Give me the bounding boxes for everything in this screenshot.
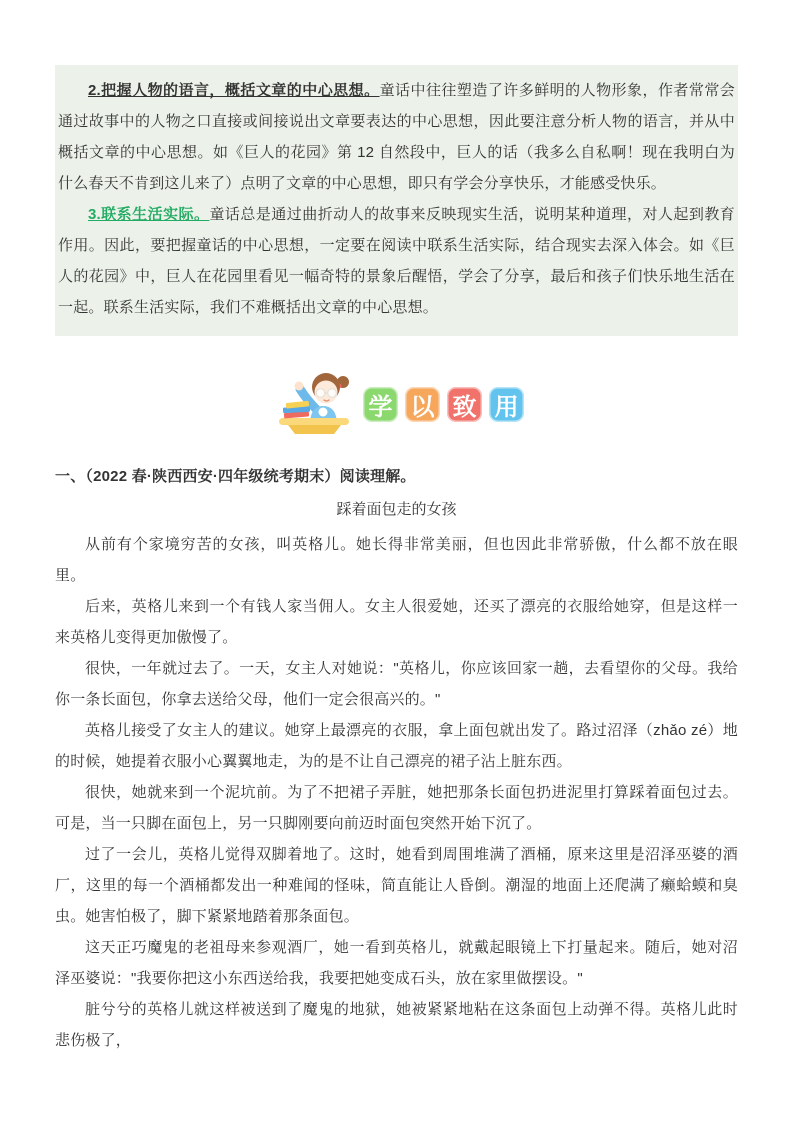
- section-banner: [55, 368, 738, 434]
- method-point-3-text: 童话总是通过曲折动人的故事来反映现实生活，说明某种道理，对人起到教育作用。因此，要把握童话的中心思想，一定要在阅读中联系生活实际，结合现实去深入体会。如《巨人的花园》中，巨人在花园里看见一幅奇特的景象后醒悟，学会了分享，最后和孩子们快乐地生活在一起。联系生活实际，我们不难概括出文章的中心思想。: [58, 206, 735, 316]
- story-paragraph: 这天正巧魔鬼的老祖母来参观酒厂，她一看到英格儿，就戴起眼镜上下打量起来。随后，她对沼泽巫婆说："我要你把这小东西送给我，我要把她变成石头，放在家里做摆设。": [55, 939, 738, 987]
- studying-girl-icon: [269, 368, 359, 434]
- method-point-3: [58, 199, 735, 323]
- story-paragraph: 很快，一年就过去了。一天，女主人对她说："英格儿，你应该回家一趟，去看望你的父母。我给你一条长面包，你拿去送给父母，他们一定会很高兴的。": [55, 660, 738, 708]
- banner-block-yi: 以: [405, 387, 440, 422]
- story-paragraph: 后来，英格儿来到一个有钱人家当佣人。女主人很爱她，还买了漂亮的衣服给她穿，但是这样一来英格儿变得更加傲慢了。: [55, 598, 738, 646]
- banner-block-yong: 用: [489, 387, 524, 422]
- story-paragraph: 脏兮兮的英格儿就这样被送到了魔鬼的地狱，她被紧紧地粘在这条面包上动弹不得。英格儿此时悲伤极了，: [55, 1001, 738, 1049]
- method-point-3-label: 3.联系生活实际。: [88, 206, 210, 223]
- method-point-2: [58, 75, 735, 199]
- story-paragraph: 很快，她就来到一个泥坑前。为了不把裙子弄脏，她把那条长面包扔进泥里打算踩着面包过去。可是，当一只脚在面包上，另一只脚刚要向前迈时面包突然开始下沉了。: [55, 784, 738, 832]
- banner-block-xue: 学: [363, 387, 398, 422]
- story-paragraph: 英格儿接受了女主人的建议。她穿上最漂亮的衣服，拿上面包就出发了。路过沼泽（zhǎo zé）地的时候，她提着衣服小心翼翼地走，为的是不让自己漂亮的裙子沾上脏东西。: [55, 722, 738, 770]
- method-summary-box: [55, 65, 738, 336]
- method-point-2-text: 童话中往往塑造了许多鲜明的人物形象，作者常常会通过故事中的人物之口直接或间接说出文章要表达的中心思想，因此要注意分析人物的语言，并从中概括文章的中心思想。如《巨人的花园》第 12 自然段中，巨人的话（我多么自私啊！现在我明白为什么春天不肯到这儿来了）点明了文章的中心思想，即只有学会分享快乐，才能感受快乐。: [58, 82, 736, 192]
- banner-title-blocks: [363, 387, 524, 422]
- story-title: 踩着面包走的女孩: [336, 501, 457, 518]
- banner-block-zhi: 致: [447, 387, 482, 422]
- exercise-heading: 一、（2022 春·陕西西安·四年级统考期末）阅读理解。: [55, 468, 416, 485]
- story-body: [55, 529, 738, 1056]
- story-paragraph: 从前有个家境穷苦的女孩，叫英格儿。她长得非常美丽，但也因此非常骄傲，什么都不放在眼里。: [55, 536, 738, 584]
- story-paragraph: 过了一会儿，英格儿觉得双脚着地了。这时，她看到周围堆满了酒桶，原来这里是沼泽巫婆的酒厂，这里的每一个酒桶都发出一种难闻的怪味，简直能让人昏倒。潮湿的地面上还爬满了癞蛤蟆和臭虫。她害怕极了，脚下紧紧地踏着那条面包。: [55, 846, 738, 925]
- method-point-2-label: 2.把握人物的语言，概括文章的中心思想。: [88, 82, 380, 99]
